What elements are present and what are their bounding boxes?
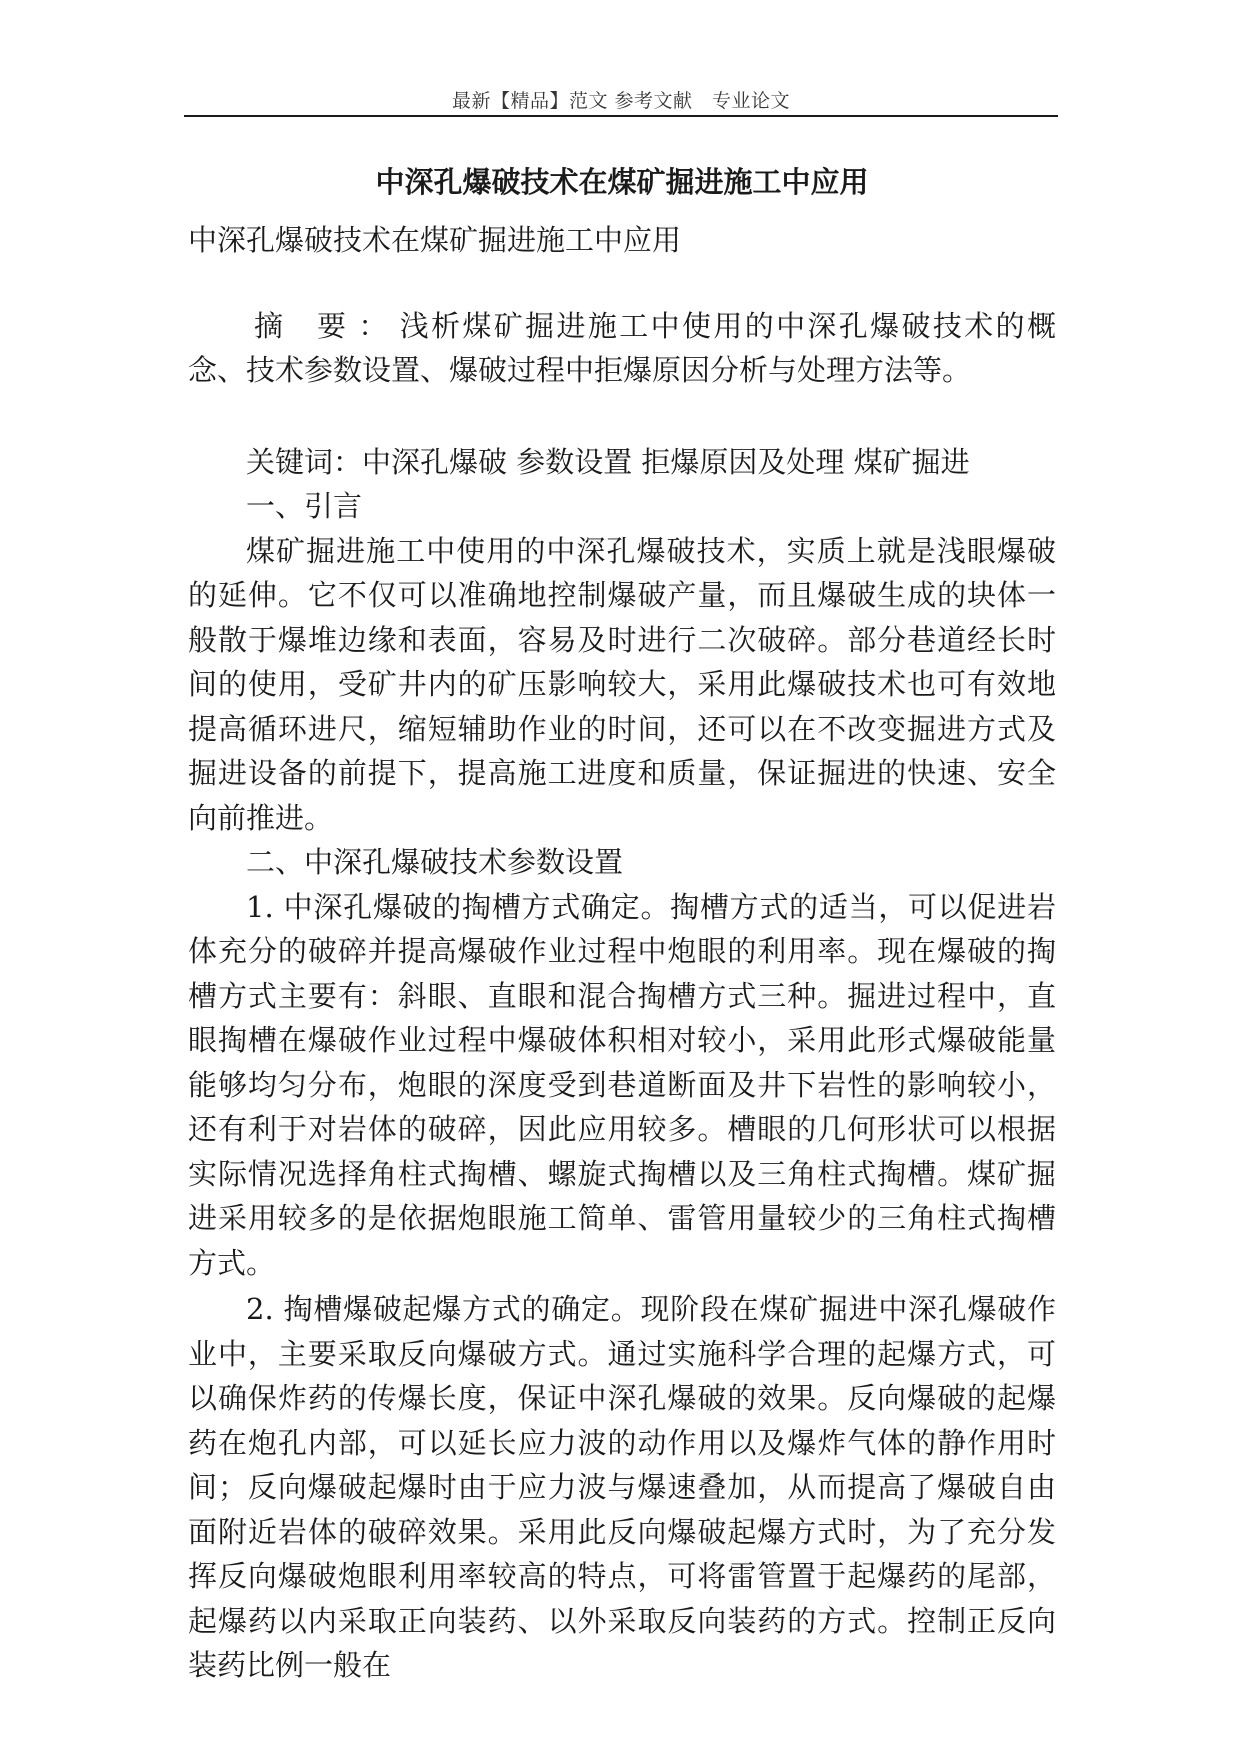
header-rule [184, 115, 1058, 117]
paragraph-item-2: 2. 掏槽爆破起爆方式的确定。现阶段在煤矿掘进中深孔爆破作业中，主要采取反向爆破方式。通过实施科学合理的起爆方式，可以确保炸药的传爆长度，保证中深孔爆破的效果。反向爆破的起爆药在炮孔内部，可以延长应力波的动作用以及爆炸气体的静作用时间；反向爆破起爆时由于应力波与爆速叠加，从而提高了爆破自由面附近岩体的破碎效果。采用此反向爆破起爆方式时，为了充分发挥反向爆破炮眼利用率较高的特点，可将雷管置于起爆药的尾部，起爆药以内采取正向装药、以外采取反向装药的方式。控制正反向装药比例一般在 [188, 1292, 1056, 1682]
abstract-label: 摘 要： [254, 308, 400, 343]
section-heading-introduction: 一、引言 [246, 489, 363, 523]
document-title: 中深孔爆破技术在煤矿掘进施工中应用 [375, 165, 869, 199]
document-subtitle: 中深孔爆破技术在煤矿掘进施工中应用 [188, 223, 682, 257]
abstract-text: 浅析煤矿掘进施工中使用的中深孔爆破技术的概念、技术参数设置、爆破过程中拒爆原因分析与处理方法等。 [188, 308, 1056, 387]
section-heading-parameters: 二、中深孔爆破技术参数设置 [246, 845, 624, 879]
document-body [188, 160, 1056, 1688]
running-header: 最新【精品】范文 参考文献 专业论文 [451, 90, 791, 112]
abstract [188, 304, 1056, 393]
introduction-paragraph: 煤矿掘进施工中使用的中深孔爆破技术，实质上就是浅眼爆破的延伸。它不仅可以准确地控制爆破产量，而且爆破生成的块体一般散于爆堆边缘和表面，容易及时进行二次破碎。部分巷道经长时间的使用，受矿井内的矿压影响较大，采用此爆破技术也可有效地提高循环进尺，缩短辅助作业的时间，还可以在不改变掘进方式及掘进设备的前提下，提高施工进度和质量，保证掘进的快速、安全向前推进。 [188, 533, 1056, 835]
keywords: 关键词：中深孔爆破 参数设置 拒爆原因及处理 煤矿掘进 [246, 444, 970, 479]
paragraph-item-1: 1. 中深孔爆破的掏槽方式确定。掏槽方式的适当，可以促进岩体充分的破碎并提高爆破作业过程中炮眼的利用率。现在爆破的掏槽方式主要有：斜眼、直眼和混合掏槽方式三种。掘进过程中，直眼掏槽在爆破作业过程中爆破体积相对较小，采用此形式爆破能量能够均匀分布，炮眼的深度受到巷道断面及井下岩性的影响较小，还有利于对岩体的破碎，因此应用较多。槽眼的几何形状可以根据实际情况选择角柱式掏槽、螺旋式掏槽以及三角柱式掏槽。煤矿掘进采用较多的是依据炮眼施工简单、雷管用量较少的三角柱式掏槽方式。 [188, 889, 1056, 1280]
